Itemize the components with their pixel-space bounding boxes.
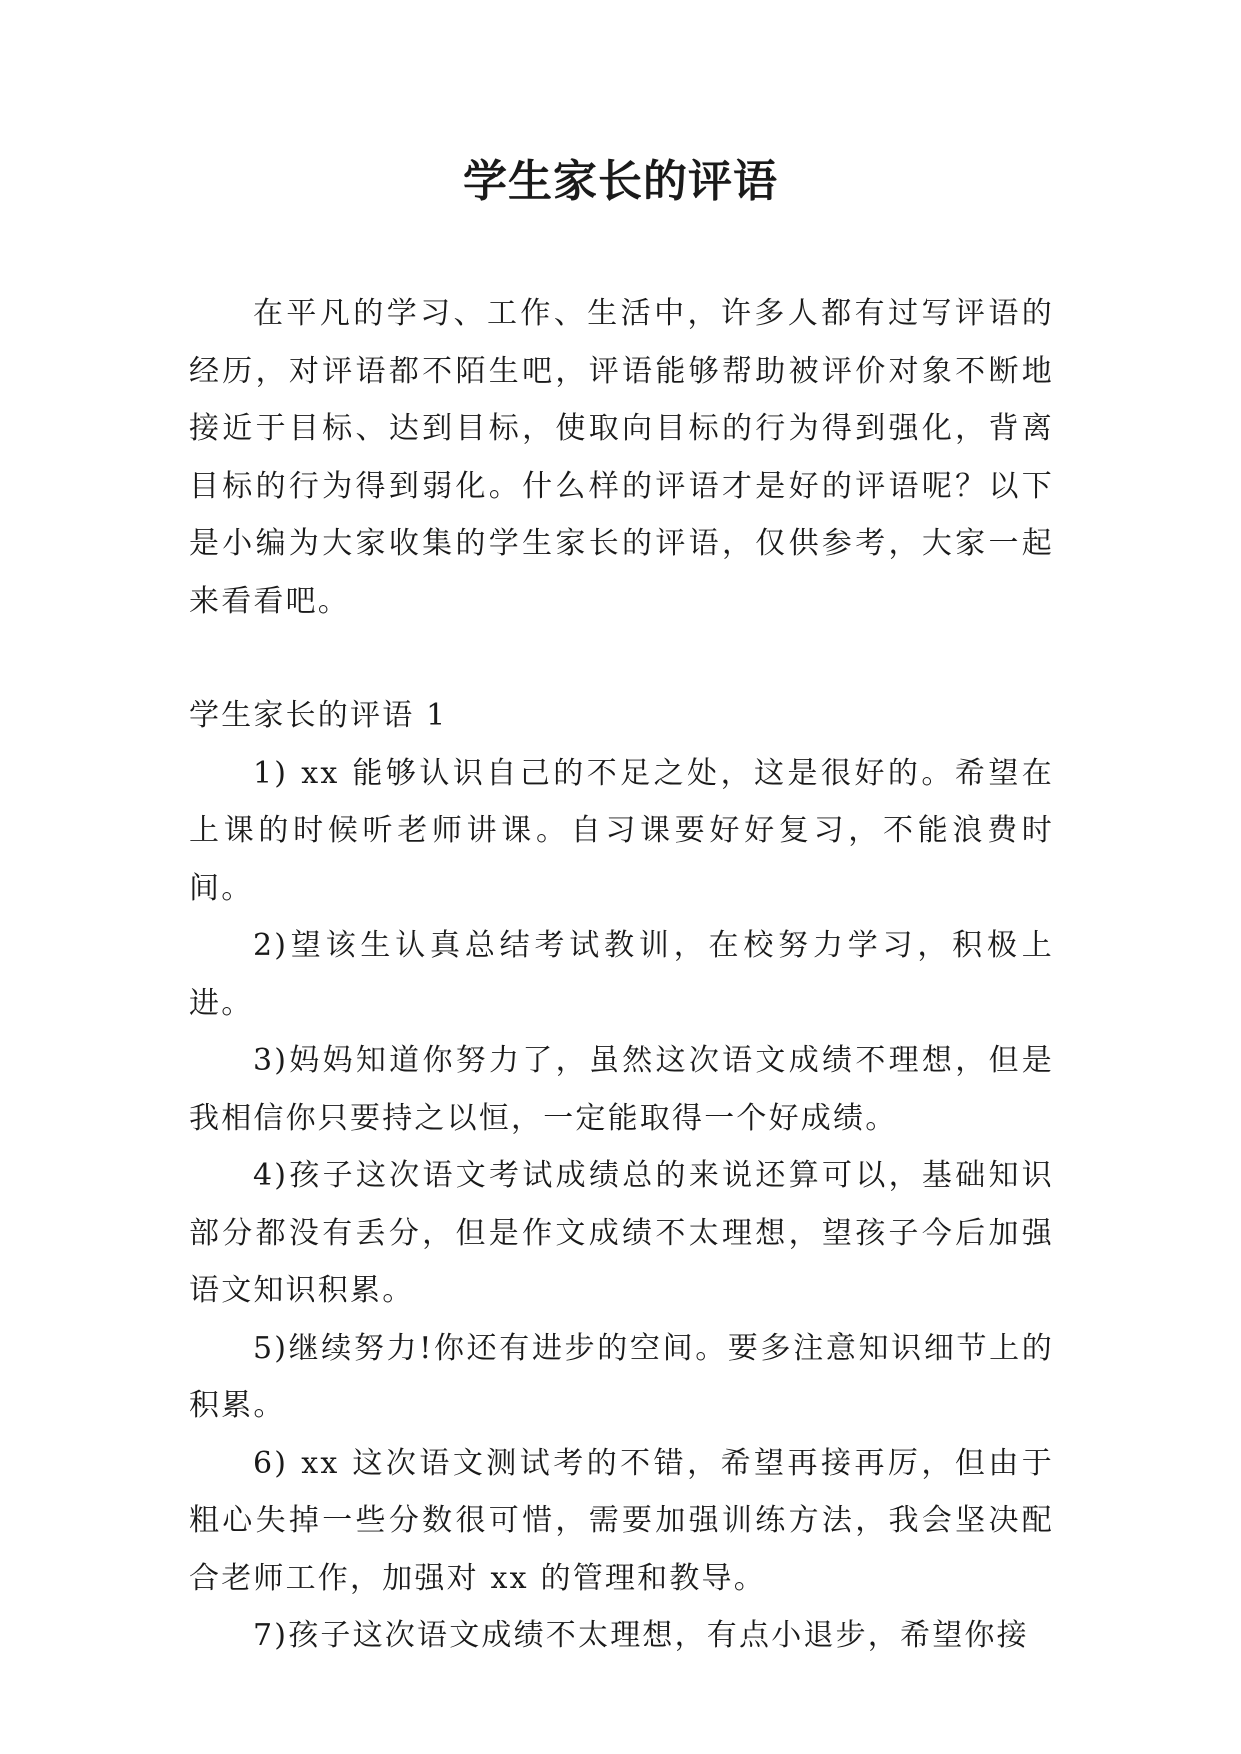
comment-item-6: 6) xx 这次语文测试考的不错，希望再接再厉，但由于粗心失掉一些分数很可惜，需要加强训练方法，我会坚决配合老师工作，加强对 xx 的管理和教导。 xyxy=(189,1445,1054,1596)
comment-item-2: 2)望该生认真总结考试教训，在校努力学习，积极上进。 xyxy=(189,928,1054,1021)
intro-paragraph: 在平凡的学习、工作、生活中，许多人都有过写评语的经历，对评语都不陌生吧，评语能够帮助被评价对象不断地接近于目标、达到目标，使取向目标的行为得到强化，背离目标的行为得到弱化。什么样的评语才是好的评语呢？以下是小编为大家收集的学生家长的评语，仅供参考，大家一起来看看吧。 xyxy=(189,296,1054,619)
comment-item-3: 3)妈妈知道你努力了，虽然这次语文成绩不理想，但是我相信你只要持之以恒，一定能取得一个好成绩。 xyxy=(189,1043,1054,1136)
comment-item-1: 1) xx 能够认识自己的不足之处，这是很好的。希望在上课的时候听老师讲课。自习课要好好复习，不能浪费时间。 xyxy=(189,755,1054,906)
document-title: 学生家长的评语 xyxy=(463,156,778,207)
comment-item-4: 4)孩子这次语文考试成绩总的来说还算可以，基础知识部分都没有丢分，但是作文成绩不太理想，望孩子今后加强语文知识积累。 xyxy=(189,1158,1054,1308)
document-body xyxy=(189,285,1054,1665)
section-heading: 学生家长的评语 1 xyxy=(189,698,448,733)
comment-item-7: 7)孩子这次语文成绩不太理想，有点小退步，希望你接 xyxy=(253,1618,1029,1653)
comment-item-5: 5)继续努力!你还有进步的空间。要多注意知识细节上的积累。 xyxy=(189,1330,1054,1423)
